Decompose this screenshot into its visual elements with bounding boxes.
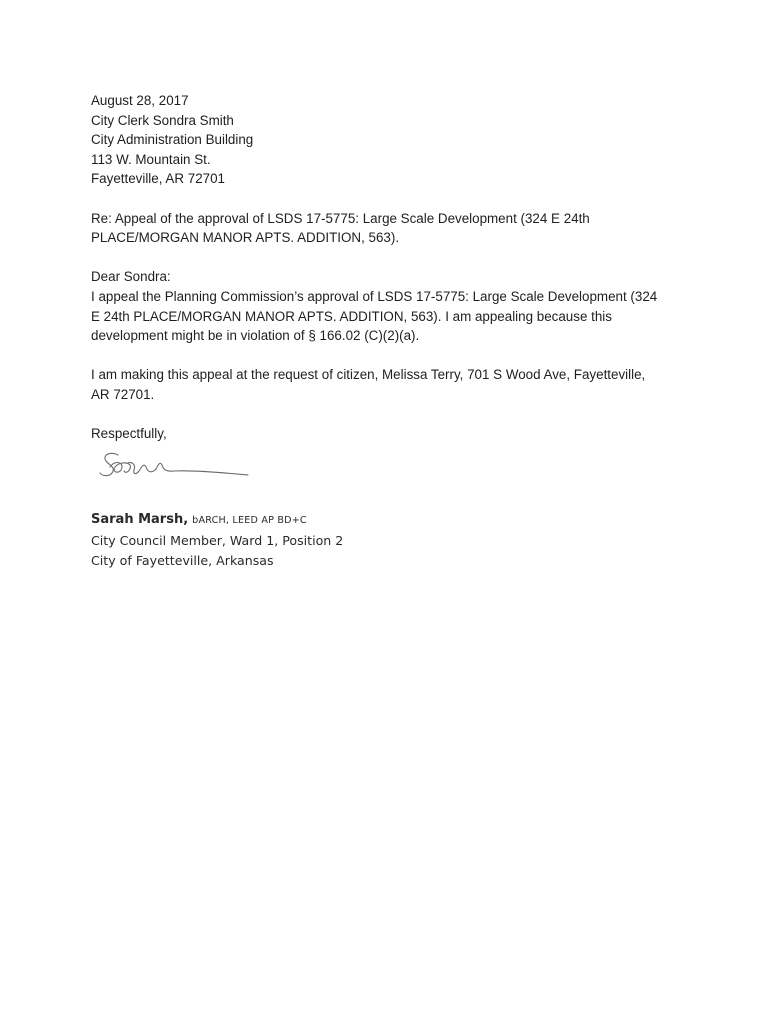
recipient-line: City Clerk Sondra Smith (91, 112, 234, 128)
recipient-line: 113 W. Mountain St. (91, 151, 211, 167)
signer-name-line (91, 509, 343, 531)
re-line: PLACE/MORGAN MANOR APTS. ADDITION, 563). (91, 230, 400, 246)
handwritten-signature (96, 447, 256, 487)
body-line: AR 72701. (91, 386, 155, 402)
body-line: I appeal the Planning Commission’s approval of LSDS 17-5775: Large Scale Development (324 (91, 288, 658, 304)
body-line: I am making this appeal at the request of citizen, Melissa Terry, 701 S Wood Ave, Fayetteville, (91, 367, 646, 383)
signer-credentials: bARCH, LEED AP BD+C (192, 515, 307, 526)
letter-body (91, 91, 691, 444)
signer-name: Sarah Marsh, (91, 512, 189, 527)
closing: Respectfully, (91, 426, 167, 442)
paragraph-gap (91, 346, 691, 366)
paragraph-gap (91, 405, 691, 425)
paragraph-gap (91, 248, 691, 268)
recipient-line: City Administration Building (91, 132, 254, 148)
recipient-line: Fayetteville, AR 72701 (91, 171, 225, 187)
body-line: E 24th PLACE/MORGAN MANOR APTS. ADDITION, 563). I am appealing because this (91, 308, 612, 324)
paragraph-gap (91, 189, 691, 209)
re-line: Re: Appeal of the approval of LSDS 17-5775: Large Scale Development (324 E 24th (91, 210, 590, 226)
signature-block (91, 509, 343, 572)
signer-title: City Council Member, Ward 1, Position 2 (91, 533, 344, 549)
letter-date: August 28, 2017 (91, 93, 189, 108)
signer-organization: City of Fayetteville, Arkansas (91, 553, 274, 569)
salutation: Dear Sondra: (91, 269, 171, 285)
body-line: development might be in violation of § 166.02 (C)(2)(a). (91, 328, 420, 344)
